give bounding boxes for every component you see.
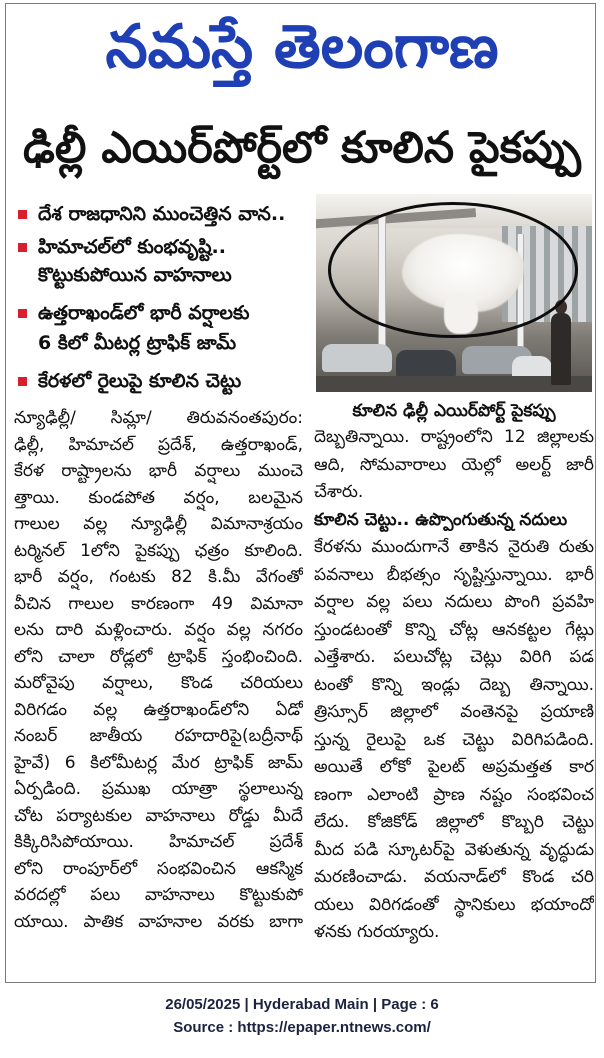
body-line: ఏర్పడింది. ప్రముఖ యాత్రా స్థలాలున్న (14, 779, 303, 799)
body-line: భారీ వర్షం, గంటకు 82 కి.మీ వేగంతో (14, 567, 303, 587)
body-line: ణంగా ఎలాంటి ప్రాణ నష్టం సంభవించ (314, 784, 594, 805)
body-line: చేశారు. (314, 482, 364, 502)
body-line: దెబ్బతిన్నాయి. రాష్ట్రంలోని 12 జిల్లాలకు (314, 427, 594, 447)
body-line: గాలుల వల్ల న్యూఢిల్లీ విమానాశ్రయం (14, 514, 303, 534)
highlight-line: దేశ రాజధానిని ముంచెత్తిన వాన.. (38, 203, 286, 225)
highlight-line: కేరళలో రైలుపై కూలిన చెట్టు (38, 370, 242, 392)
body-line: ఢిల్లీ, హిమాచల్ ప్రదేశ్, ఉత్తరాఖండ్, (14, 434, 303, 455)
article-headline: ఢిల్లీ ఎయిర్‌పోర్ట్‌లో కూలిన పైకప్పు (23, 123, 581, 173)
article-photo (316, 194, 592, 392)
body-column-left (14, 405, 303, 935)
body-line: వీచిన గాలుల కారణంగా 49 విమానా (14, 593, 303, 614)
body-line: వరదల్లో పలు వాహనాలు కొట్టుకుపో (14, 885, 303, 905)
body-line: విరిగడం వల్ల ఉత్తరాఖండ్‌లోని ఏడో (14, 699, 303, 720)
body-line: మరణించాడు. వయనాడ్‌లో కొండ చరి (314, 867, 594, 887)
newspaper-masthead: నమస్తే తెలంగాణ (105, 12, 499, 82)
body-line: టంతో కొన్ని ఇండ్లు దెబ్బ తిన్నాయి. (314, 674, 594, 695)
photo-car (322, 344, 392, 372)
body-line: స్తుండటంతో కొన్ని చోట్ల ఆనకట్టల గేట్లు (314, 619, 594, 640)
body-line: చోట పర్యాటకుల వాహనాలు రోడ్డు మీదే (14, 805, 303, 826)
body-subhead: కూలిన చెట్టు.. ఉప్పొంగుతున్న నదులు (314, 509, 568, 530)
body-line: కిక్కిరిసిపోయాయి. హిమాచల్ ప్రదేశ్ (14, 832, 303, 852)
body-line: కేరళ రాష్ట్రాలను భారీ వర్షాలు ముంచె (14, 461, 303, 481)
highlight-line: కొట్టుకుపోయిన వాహనాలు (38, 264, 232, 286)
body-line: పవనాలు బీభత్సం సృష్టిస్తున్నాయి. భారీ (314, 564, 594, 585)
photo-caption: కూలిన ఢిల్లీ ఎయిర్‌పోర్ట్ పైకప్పు (352, 401, 556, 421)
body-line: మీద పడి స్కూటర్‌పై వెళుతున్న వృద్ధుడు (314, 839, 594, 860)
highlight-line: 6 కిలో మీటర్ల ట్రాఫిక్ జామ్ (38, 332, 237, 354)
body-line: యలు విరిగడంతో స్థానికులు భయాందో (314, 894, 594, 915)
body-line: యాయి. పాతిక వాహనాల వరకు బాగా (14, 911, 303, 932)
body-line: త్తాయి. కుండపోత వర్షం, బలమైన (14, 487, 303, 508)
body-line: అయితే లోకో పైలట్ అప్రమత్తత కార (314, 757, 594, 777)
highlight-line: ఉత్తరాఖండ్‌లో భారీ వర్షాలకు (38, 302, 250, 324)
body-line: లోని రాంపూర్‌లో సంభవించిన ఆకస్మిక (14, 858, 303, 879)
body-line: వర్షాల వల్ల పలు నదులు పొంగి ప్రవహి (314, 592, 594, 612)
body-line: కేరళను ముందుగానే తాకిన నైరుతి రుతు (314, 537, 594, 557)
body-line: త్రిస్సూర్ జిల్లాలో వంతెనపై ప్రయాణి (314, 702, 594, 722)
body-column-right (314, 424, 594, 947)
source-info: Source : https://epaper.ntnews.com/ (173, 1019, 431, 1036)
body-line: నంబర్ జాతీయ రహదారిపై(బద్రీనాథ్ (14, 726, 303, 746)
bullet-square-icon (18, 243, 27, 252)
photo-car (396, 350, 456, 378)
body-line: మరోవైపు వర్షాలు, కొండ చరియలు (14, 673, 303, 693)
bullet-square-icon (18, 210, 27, 219)
body-line: లేదు. కోజికోడ్ జిల్లాలో కొబ్బరి చెట్టు (314, 812, 594, 832)
body-line: న్యూఢిల్లీ/ సిమ్లా/ తిరువనంతపురం: (14, 408, 303, 428)
body-line: లోని చాలా రోడ్లలో ట్రాఫిక్ స్తంభించింది. (14, 646, 303, 667)
body-line: టర్మినల్ 1లోని పైకప్పు ఛత్రం కూలింది. (14, 540, 303, 561)
body-line: ఆది, సోమవారాలు యెల్లో అలర్ట్ జారీ (314, 454, 594, 475)
body-line: స్తున్న రైలుపై ఒక చెట్టు విరిగిపడింది. (314, 729, 594, 750)
bullet-square-icon (18, 309, 27, 318)
body-line: లను దారి మళ్లించారు. వర్షం వల్ల నగరం (14, 620, 303, 640)
edition-info: 26/05/2025 | Hyderabad Main | Page : 6 (165, 996, 439, 1013)
highlight-line: హిమాచల్‌లో కుంభవృష్టి.. (38, 236, 226, 258)
body-line: ళనకు గురయ్యారు. (314, 922, 440, 942)
bullet-square-icon (18, 377, 27, 386)
body-line: ఎత్తేశారు. పలుచోట్ల చెట్లు విరిగి పడ (314, 647, 594, 667)
photo-person (551, 313, 571, 385)
photo-highlight-ellipse (328, 202, 578, 338)
body-line: హైవే) 6 కిలోమీటర్ల మేర ట్రాఫిక్ జామ్ (14, 752, 303, 773)
